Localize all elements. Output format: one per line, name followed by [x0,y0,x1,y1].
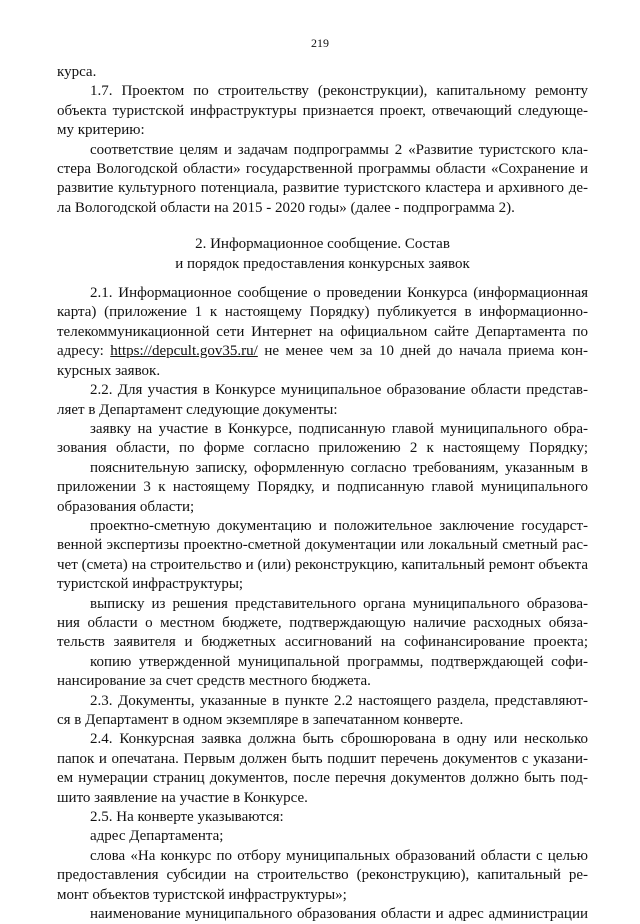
text-line: зования области, по форме согласно приложению 2 к настоящему Порядку; [57,440,588,457]
document-body [57,63,588,924]
text-line: наименование муниципального образования области и адрес администрации [90,906,588,923]
text-fragment: не менее чем за 10 дней до начала приема кон- [257,343,588,360]
text-fragment: адресу: [57,343,111,360]
text-line: ся в Департамент в одном экземпляре в запечатанном конверте. [57,712,464,728]
text-line: ем нумерации страниц документов, после перечня документов должно быть под- [57,770,588,787]
text-line: папок и опечатана. Первым должен быть подшит перечень документов с указани- [57,750,588,767]
text-line: шито заявление на участие в Конкурсе. [57,789,308,806]
text-line: образования области; [57,498,195,515]
text-line: 2.4. Конкурсная заявка должна быть сброшюрована в одну или несколько [90,731,588,748]
text-line: венной экспертизы проектно-сметной документации или локальный сметный рас- [57,537,588,554]
text-line: 2.5. На конверте указываются: [90,809,284,826]
text-line: слова «На конкурс по отбору муниципальных образований области с целью [90,847,588,864]
text-line: выписку из решения представительного органа муниципального образова- [90,595,588,612]
text-line: монт объектов туристской инфраструктуры»; [57,886,347,903]
text-line: ляет в Департамент следующие документы: [57,401,338,418]
text-line: туристской инфраструктуры; [57,576,244,593]
text-line-with-link [57,342,588,361]
page-number: 219 [311,36,329,50]
text-line: объекта туристской инфраструктуры признается проект, отвечающий следующе- [57,102,588,119]
text-line: чет (смета) на строительство и (или) реконструкцию, капитальный ремонт объекта [57,556,588,573]
website-link[interactable]: https://depcult.gov35.ru/ [110,343,258,360]
text-line: приложении 3 к настоящему Порядку, и подписанную главой муниципального [57,479,588,496]
section-heading: 2. Информационное сообщение. Состав [195,236,450,253]
text-line: телекоммуникационной сети Интернет на официальном сайте Департамента по [57,323,588,340]
text-line: проектно-сметную документацию и положительное заключение государст- [90,517,588,534]
text-line: 1.7. Проектом по строительству (реконструкции), капитальному ремонту [90,83,588,100]
text-line: копию утвержденной муниципальной программы, подтверждающей софи- [90,653,588,670]
text-line: заявку на участие в Конкурсе, подписанную главой муниципального обра- [90,420,588,437]
text-line: стера Вологодской области» государственной программы области «Сохранение и [57,161,588,178]
text-line: соответствие целям и задачам подпрограммы 2 «Развитие туристского кла- [90,141,588,158]
text-line: ла Вологодской области на 2015 - 2020 годы» (далее - подпрограмма 2). [57,199,515,216]
text-line: му критерию: [57,122,145,139]
text-line: нансирование за счет средств местного бюджета. [57,673,371,690]
text-line: тельств заявителя и бюджетных ассигнований на софинансирование проекта; [57,634,588,651]
text-line: ния области о местном бюджете, подтверждающую наличие расходных обяза- [57,614,588,631]
text-line: 2.2. Для участия в Конкурсе муниципальное образование области представ- [90,382,588,399]
section-heading: и порядок предоставления конкурсных заявок [175,255,470,272]
text-line: пояснительную записку, оформленную согласно требованиям, указанным в [90,459,588,476]
text-line: карта) (приложение 1 к настоящему Порядку) публикуется в информационно- [57,304,588,321]
text-line: 2.1. Информационное сообщение о проведении Конкурса (информационная [90,285,588,302]
text-line: курсных заявок. [57,362,161,379]
text-line: адрес Департамента; [90,828,224,845]
text-line: развитие культурного потенциала, развитие туристского кластера и архивного де- [57,180,588,197]
text-line: предоставления субсидии на строительство (реконструкцию), капитальный ре- [57,867,588,884]
text-line: курса. [57,64,97,80]
text-line: 2.3. Документы, указанные в пункте 2.2 настоящего раздела, представляют- [90,692,588,709]
